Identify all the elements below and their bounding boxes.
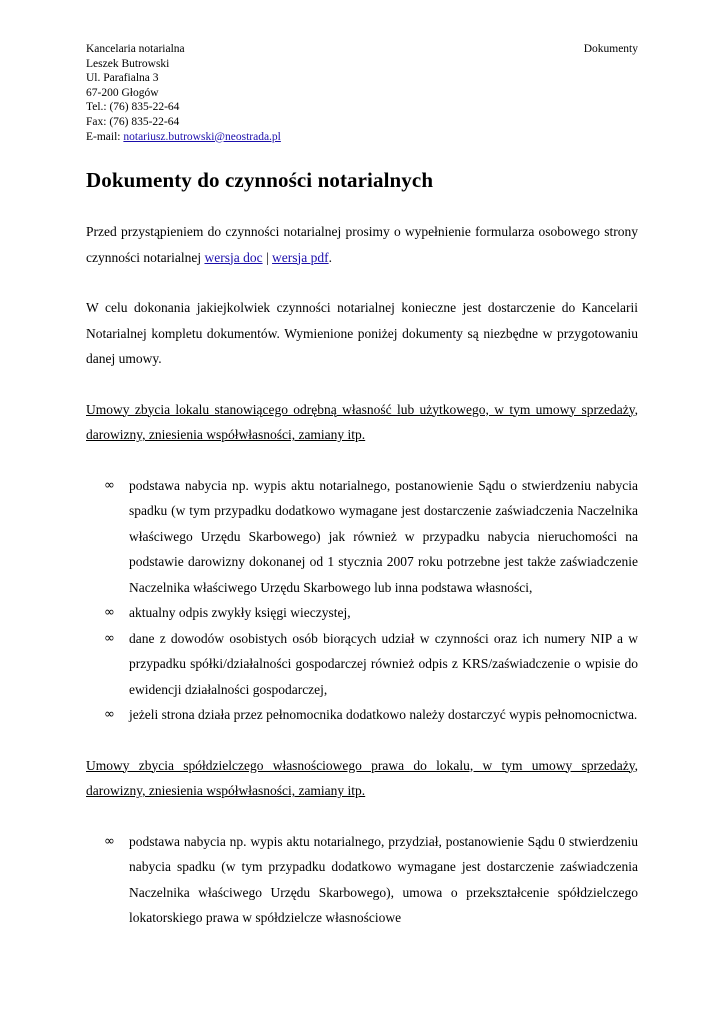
city-address: 67-200 Głogów xyxy=(86,86,159,99)
list-item xyxy=(86,626,638,703)
document-page xyxy=(86,42,638,925)
list-item xyxy=(86,702,638,728)
intro-end: . xyxy=(328,249,333,265)
notary-name: Leszek Butrowski xyxy=(86,57,170,70)
list-item xyxy=(86,829,638,931)
section1-list xyxy=(86,473,638,728)
list-item-text: jeżeli strona działa przez pełnomocnika dodatkowo należy dostarczyć wypis pełnomocnictwa. xyxy=(129,707,638,722)
list-item-text: podstawa nabycia np. wypis aktu notarialnego, postanowienie Sądu o stwierdzeniu nabycia spadku (w tym przypadku dodatkowo wymagane jest dostarczenie zaświadczenia Naczelnika właściwego Urzędu Skarbowego) jak również w przypadku nabycia nieruchomości na podstawie darowizny dokonanej od 1 stycznia 2007 roku potrzebne jest także zaświadczenie Naczelnika właściwego Urzędu Skarbowego lub inna podstawa własności, xyxy=(129,477,638,595)
email-link[interactable]: notariusz.butrowski@neostrada.pl xyxy=(123,130,281,143)
email-label: E-mail: xyxy=(86,130,124,143)
document-body xyxy=(86,219,638,931)
section1-heading: Umowy zbycia lokalu stanowiącego odrębną własność lub użytkowego, w tym umowy sprzedaży, darowizny, zniesienia współwłasności, zamiany itp. xyxy=(86,401,638,442)
list-item-text: aktualny odpis zwykły księgi wieczystej, xyxy=(129,605,351,620)
infinity-bullet-icon: ∞ xyxy=(104,630,115,646)
email-line xyxy=(86,130,638,145)
link-separator: | xyxy=(262,249,273,265)
header-right-label: Dokumenty xyxy=(583,43,638,55)
infinity-bullet-icon: ∞ xyxy=(104,833,115,849)
office-name: Kancelaria notarialna xyxy=(86,43,185,55)
list-item xyxy=(86,473,638,601)
letterhead xyxy=(86,42,638,144)
list-item-text: dane z dowodów osobistych osób biorących udział w czynności oraz ich numery NIP a w przypadku spółki/działalności gospodarczej również odpis z KRS/zaświadczenie o wpisie do ewidencji działalności gospodarczej, xyxy=(129,630,638,697)
fax-number: Fax: (76) 835-22-64 xyxy=(86,115,180,128)
intro-text: Przed przystąpieniem do czynności notarialnej prosimy o wypełnienie formularza osobowego strony czynności notarialnej xyxy=(86,224,638,265)
section2-list xyxy=(86,829,638,931)
section2-heading: Umowy zbycia spółdzielczego własnościowego prawa do lokalu, w tym umowy sprzedaży, darowizny, zniesienia współwłasności, zamiany itp. xyxy=(86,757,638,798)
infinity-bullet-icon: ∞ xyxy=(104,477,115,493)
infinity-bullet-icon: ∞ xyxy=(104,707,115,722)
form-pdf-link[interactable]: wersja pdf xyxy=(272,249,329,265)
phone-number: Tel.: (76) 835-22-64 xyxy=(86,101,180,114)
documents-paragraph: W celu dokonania jakiejkolwiek czynności notarialnej konieczne jest dostarczenie do Kancelarii Notarialnej kompletu dokumentów. Wymienione poniżej dokumenty są niezbędne w przygotowaniu danej umowy. xyxy=(86,300,638,366)
page-title: Dokumenty do czynności notarialnych xyxy=(86,168,434,192)
list-item xyxy=(86,600,638,626)
list-item-text: podstawa nabycia np. wypis aktu notarialnego, przydział, postanowienie Sądu 0 stwierdzeniu nabycia spadku (w tym przypadku dodatkowo wymagane jest dostarczenie zaświadczenia Naczelnika właściwego Urzędu Skarbowego), umowa o przekształcenie spółdzielczego lokatorskiego prawa w spółdzielcze własnościowe xyxy=(129,833,638,925)
infinity-bullet-icon: ∞ xyxy=(104,605,115,620)
form-doc-link[interactable]: wersja doc xyxy=(204,249,263,265)
intro-paragraph xyxy=(86,219,638,270)
street-address: Ul. Parafialna 3 xyxy=(86,72,159,85)
